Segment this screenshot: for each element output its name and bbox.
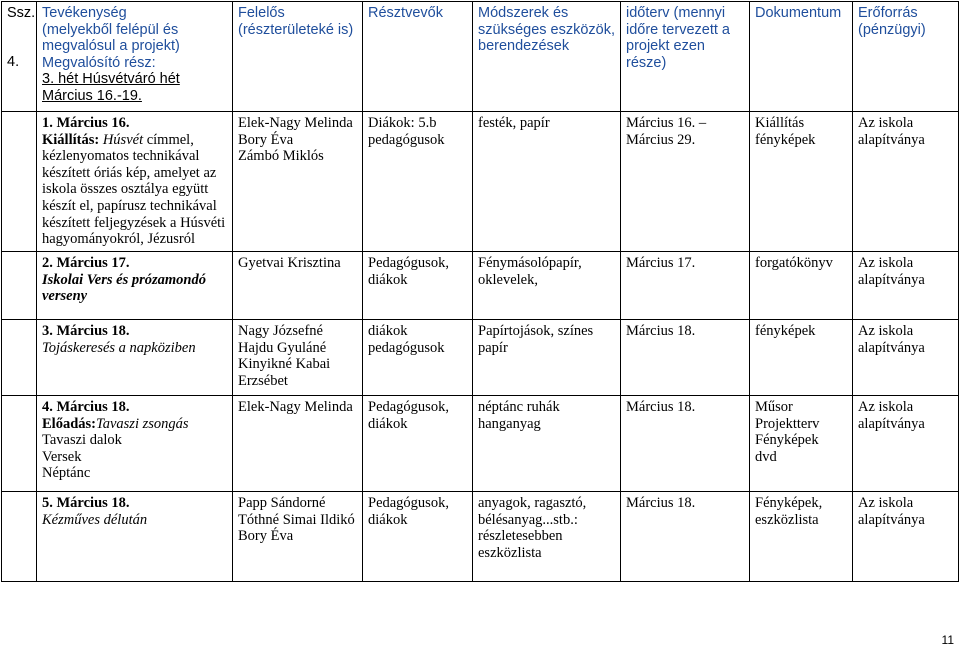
- resztvevok-cell: [363, 396, 473, 492]
- activity-line: Néptánc: [42, 465, 91, 482]
- header-modszerek-0: Módszerek és: [478, 5, 569, 21]
- eroforras-cell: [853, 396, 959, 492]
- dokumentum-line: Kiállítás: [755, 115, 805, 131]
- header-modszerek-1: szükséges eszközök,: [478, 21, 616, 38]
- felelos-cell: [233, 112, 363, 252]
- activity-italic: Tavaszi zsongás: [96, 415, 189, 432]
- eroforras-line: alapítványa: [858, 415, 925, 432]
- idoterv-cell: [621, 112, 750, 252]
- felelos-line: Papp Sándorné: [238, 495, 326, 511]
- eroforras-line: Az iskola: [858, 255, 914, 271]
- dokumentum-cell: [750, 112, 853, 252]
- activity-title: 4. Március 18.: [42, 399, 130, 415]
- activity-line: készített óriás kép, amelyet az: [42, 164, 217, 181]
- activity-italic: Húsvét: [102, 131, 144, 148]
- modszerek-line: hanganyag: [478, 415, 541, 432]
- felelos-line: Elek-Nagy Melinda: [238, 399, 353, 415]
- activity-line: iskola összes osztálya együtt: [42, 181, 209, 198]
- modszerek-line: részletesebben: [478, 528, 563, 545]
- activity-line: Versek: [42, 448, 82, 465]
- resztvevok-line: pedagógusok: [368, 339, 445, 356]
- dokumentum-line: eszközlista: [755, 511, 819, 528]
- resztvevok-line: Pedagógusok,: [368, 399, 449, 415]
- resztvevok-cell: [363, 252, 473, 320]
- modszerek-line: Papírtojások, színes: [478, 323, 594, 339]
- idoterv-cell: [621, 320, 750, 396]
- activity-subtitle: Kézműves délután: [42, 511, 148, 528]
- header-tevekenyseg-0: Tevékenység: [42, 5, 127, 21]
- header-resztvevok-cell: [363, 2, 473, 112]
- activity-title: 2. Március 17.: [42, 255, 130, 271]
- felelos-line: Nagy Józsefné: [238, 323, 323, 339]
- header-dokumentum-cell: [750, 2, 853, 112]
- activity-line: készített feljegyzések a Húsvéti: [42, 214, 226, 231]
- resztvevok-cell: [363, 492, 473, 582]
- header-eroforras-0: Erőforrás: [858, 5, 918, 21]
- modszerek-cell: [473, 492, 621, 582]
- header-row: [2, 2, 959, 112]
- header-idoterv-1: időre tervezett a: [626, 21, 730, 38]
- header-resztvevok: Résztvevők: [368, 5, 443, 21]
- felelos-line: Erzsébet: [238, 372, 288, 389]
- idoterv-line: Március 17.: [626, 255, 696, 271]
- dokumentum-line: Műsor: [755, 399, 793, 415]
- activity-subtitle: Tojáskeresés a napköziben: [42, 339, 196, 356]
- header-megvalosito-2: Március 16.-19.: [42, 87, 142, 104]
- dokumentum-line: fényképek: [755, 131, 816, 148]
- modszerek-line: anyagok, ragasztó,: [478, 495, 587, 511]
- resztvevok-line: diákok: [368, 271, 408, 288]
- modszerek-cell: [473, 252, 621, 320]
- dokumentum-line: Projektterv: [755, 415, 820, 432]
- page-number: 11: [941, 633, 954, 647]
- activity-label: Előadás:: [42, 415, 96, 432]
- modszerek-line: Fénymásolópapír,: [478, 255, 582, 271]
- header-eroforras-cell: [853, 2, 959, 112]
- felelos-line: Zámbó Miklós: [238, 148, 324, 165]
- activity-line: kézlenyomatos technikával: [42, 148, 200, 165]
- dokumentum-line: Fényképek: [755, 432, 819, 449]
- idoterv-line: Március 18.: [626, 399, 696, 415]
- activity-cell: [37, 396, 233, 492]
- felelos-cell: [233, 320, 363, 396]
- felelos-line: Bory Éva: [238, 528, 294, 545]
- felelos-line: Gyetvai Krisztina: [238, 255, 341, 271]
- modszerek-cell: [473, 112, 621, 252]
- modszerek-line: festék, papír: [478, 115, 550, 131]
- header-tevekenyseg-cell: [37, 2, 233, 112]
- felelos-line: Bory Éva: [238, 131, 294, 148]
- resztvevok-line: Pedagógusok,: [368, 495, 449, 511]
- header-eroforras-1: (pénzügyi): [858, 21, 926, 38]
- modszerek-line: eszközlista: [478, 544, 542, 561]
- header-idoterv-cell: [621, 2, 750, 112]
- modszerek-line: bélésanyag...stb.:: [478, 511, 578, 528]
- activity-label: Kiállítás:: [42, 131, 100, 148]
- modszerek-cell: [473, 320, 621, 396]
- resztvevok-cell: [363, 320, 473, 396]
- activity-rest: címmel,: [146, 131, 194, 148]
- eroforras-line: alapítványa: [858, 339, 925, 356]
- eroforras-cell: [853, 492, 959, 582]
- felelos-line: Hajdu Gyuláné: [238, 339, 327, 356]
- table-row: [2, 252, 959, 320]
- resztvevok-cell: [363, 112, 473, 252]
- header-idoterv-2: projekt ezen része): [626, 38, 705, 71]
- idoterv-cell: [621, 492, 750, 582]
- eroforras-line: alapítványa: [858, 271, 925, 288]
- header-felelos-0: Felelős: [238, 5, 285, 21]
- dokumentum-line: fényképek: [755, 323, 816, 339]
- header-num-cell: [2, 2, 37, 112]
- dokumentum-line: dvd: [755, 448, 777, 465]
- idoterv-line: Március 18.: [626, 495, 696, 511]
- eroforras-line: Az iskola: [858, 495, 914, 511]
- felelos-cell: [233, 396, 363, 492]
- activity-title: 1. Március 16.: [42, 115, 130, 131]
- activity-cell: [37, 492, 233, 582]
- activity-cell: [37, 320, 233, 396]
- dokumentum-cell: [750, 396, 853, 492]
- header-felelos-cell: [233, 2, 363, 112]
- resztvevok-line: Diákok: 5.b: [368, 115, 437, 131]
- header-modszerek-2: berendezések: [478, 38, 570, 55]
- eroforras-cell: [853, 112, 959, 252]
- dokumentum-cell: [750, 252, 853, 320]
- felelos-line: Kinyikné Kabai: [238, 356, 331, 373]
- resztvevok-line: diákok: [368, 511, 408, 528]
- idoterv-cell: [621, 396, 750, 492]
- resztvevok-line: diákok: [368, 323, 408, 339]
- resztvevok-line: pedagógusok: [368, 131, 445, 148]
- modszerek-line: néptánc ruhák: [478, 399, 560, 415]
- table-row: [2, 492, 959, 582]
- idoterv-cell: [621, 252, 750, 320]
- dokumentum-line: Fényképek,: [755, 495, 823, 511]
- activity-cell: [37, 252, 233, 320]
- header-megvalosito-0: Megvalósító rész:: [42, 54, 156, 71]
- eroforras-line: Az iskola: [858, 323, 914, 339]
- num-cell: [2, 492, 37, 582]
- header-megvalosito-1: 3. hét Húsvétváró hét: [42, 71, 180, 88]
- num-cell: [2, 320, 37, 396]
- eroforras-line: alapítványa: [858, 511, 925, 528]
- header-felelos-1: (részterületeké is): [238, 21, 354, 38]
- table-row: [2, 320, 959, 396]
- felelos-line: Tóthné Simai Ildikó: [238, 511, 355, 528]
- felelos-cell: [233, 252, 363, 320]
- table-row: [2, 112, 959, 252]
- header-tevekenyseg-1: (melyekből felépül és: [42, 21, 179, 38]
- felelos-cell: [233, 492, 363, 582]
- eroforras-line: Az iskola: [858, 115, 914, 131]
- activity-subtitle: Iskolai Vers és prózamondó: [42, 271, 206, 288]
- num-cell: [2, 396, 37, 492]
- header-dokumentum: Dokumentum: [755, 5, 842, 21]
- activity-line: készít el, papírusz technikával: [42, 197, 217, 214]
- idoterv-line: Március 29.: [626, 131, 696, 148]
- modszerek-line: oklevelek,: [478, 271, 538, 288]
- activity-title: 3. Március 18.: [42, 323, 130, 339]
- table-row: [2, 396, 959, 492]
- project-plan-table: [1, 1, 959, 582]
- header-idoterv-0: időterv (mennyi: [626, 5, 726, 21]
- dokumentum-cell: [750, 492, 853, 582]
- header-tevekenyseg-2: megvalósul a projekt): [42, 38, 180, 55]
- resztvevok-line: Pedagógusok,: [368, 255, 449, 271]
- idoterv-line: Március 16. –: [626, 115, 707, 131]
- activity-cell: [37, 112, 233, 252]
- eroforras-cell: [853, 320, 959, 396]
- modszerek-cell: [473, 396, 621, 492]
- dokumentum-line: forgatókönyv: [755, 255, 833, 271]
- header-ssz: Ssz.: [7, 5, 36, 21]
- num-cell: [2, 252, 37, 320]
- dokumentum-cell: [750, 320, 853, 396]
- resztvevok-line: diákok: [368, 415, 408, 432]
- idoterv-line: Március 18.: [626, 323, 696, 339]
- activity-line: hagyományokról, Jézusról: [42, 231, 196, 248]
- modszerek-line: papír: [478, 339, 508, 356]
- activity-title: 5. Március 18.: [42, 495, 130, 511]
- activity-line: Tavaszi dalok: [42, 432, 122, 449]
- eroforras-line: alapítványa: [858, 131, 925, 148]
- felelos-line: Elek-Nagy Melinda: [238, 115, 353, 131]
- eroforras-cell: [853, 252, 959, 320]
- activity-subtitle: verseny: [42, 288, 88, 305]
- header-modszerek-cell: [473, 2, 621, 112]
- num-cell: [2, 112, 37, 252]
- eroforras-line: Az iskola: [858, 399, 914, 415]
- header-num4: 4.: [7, 53, 20, 70]
